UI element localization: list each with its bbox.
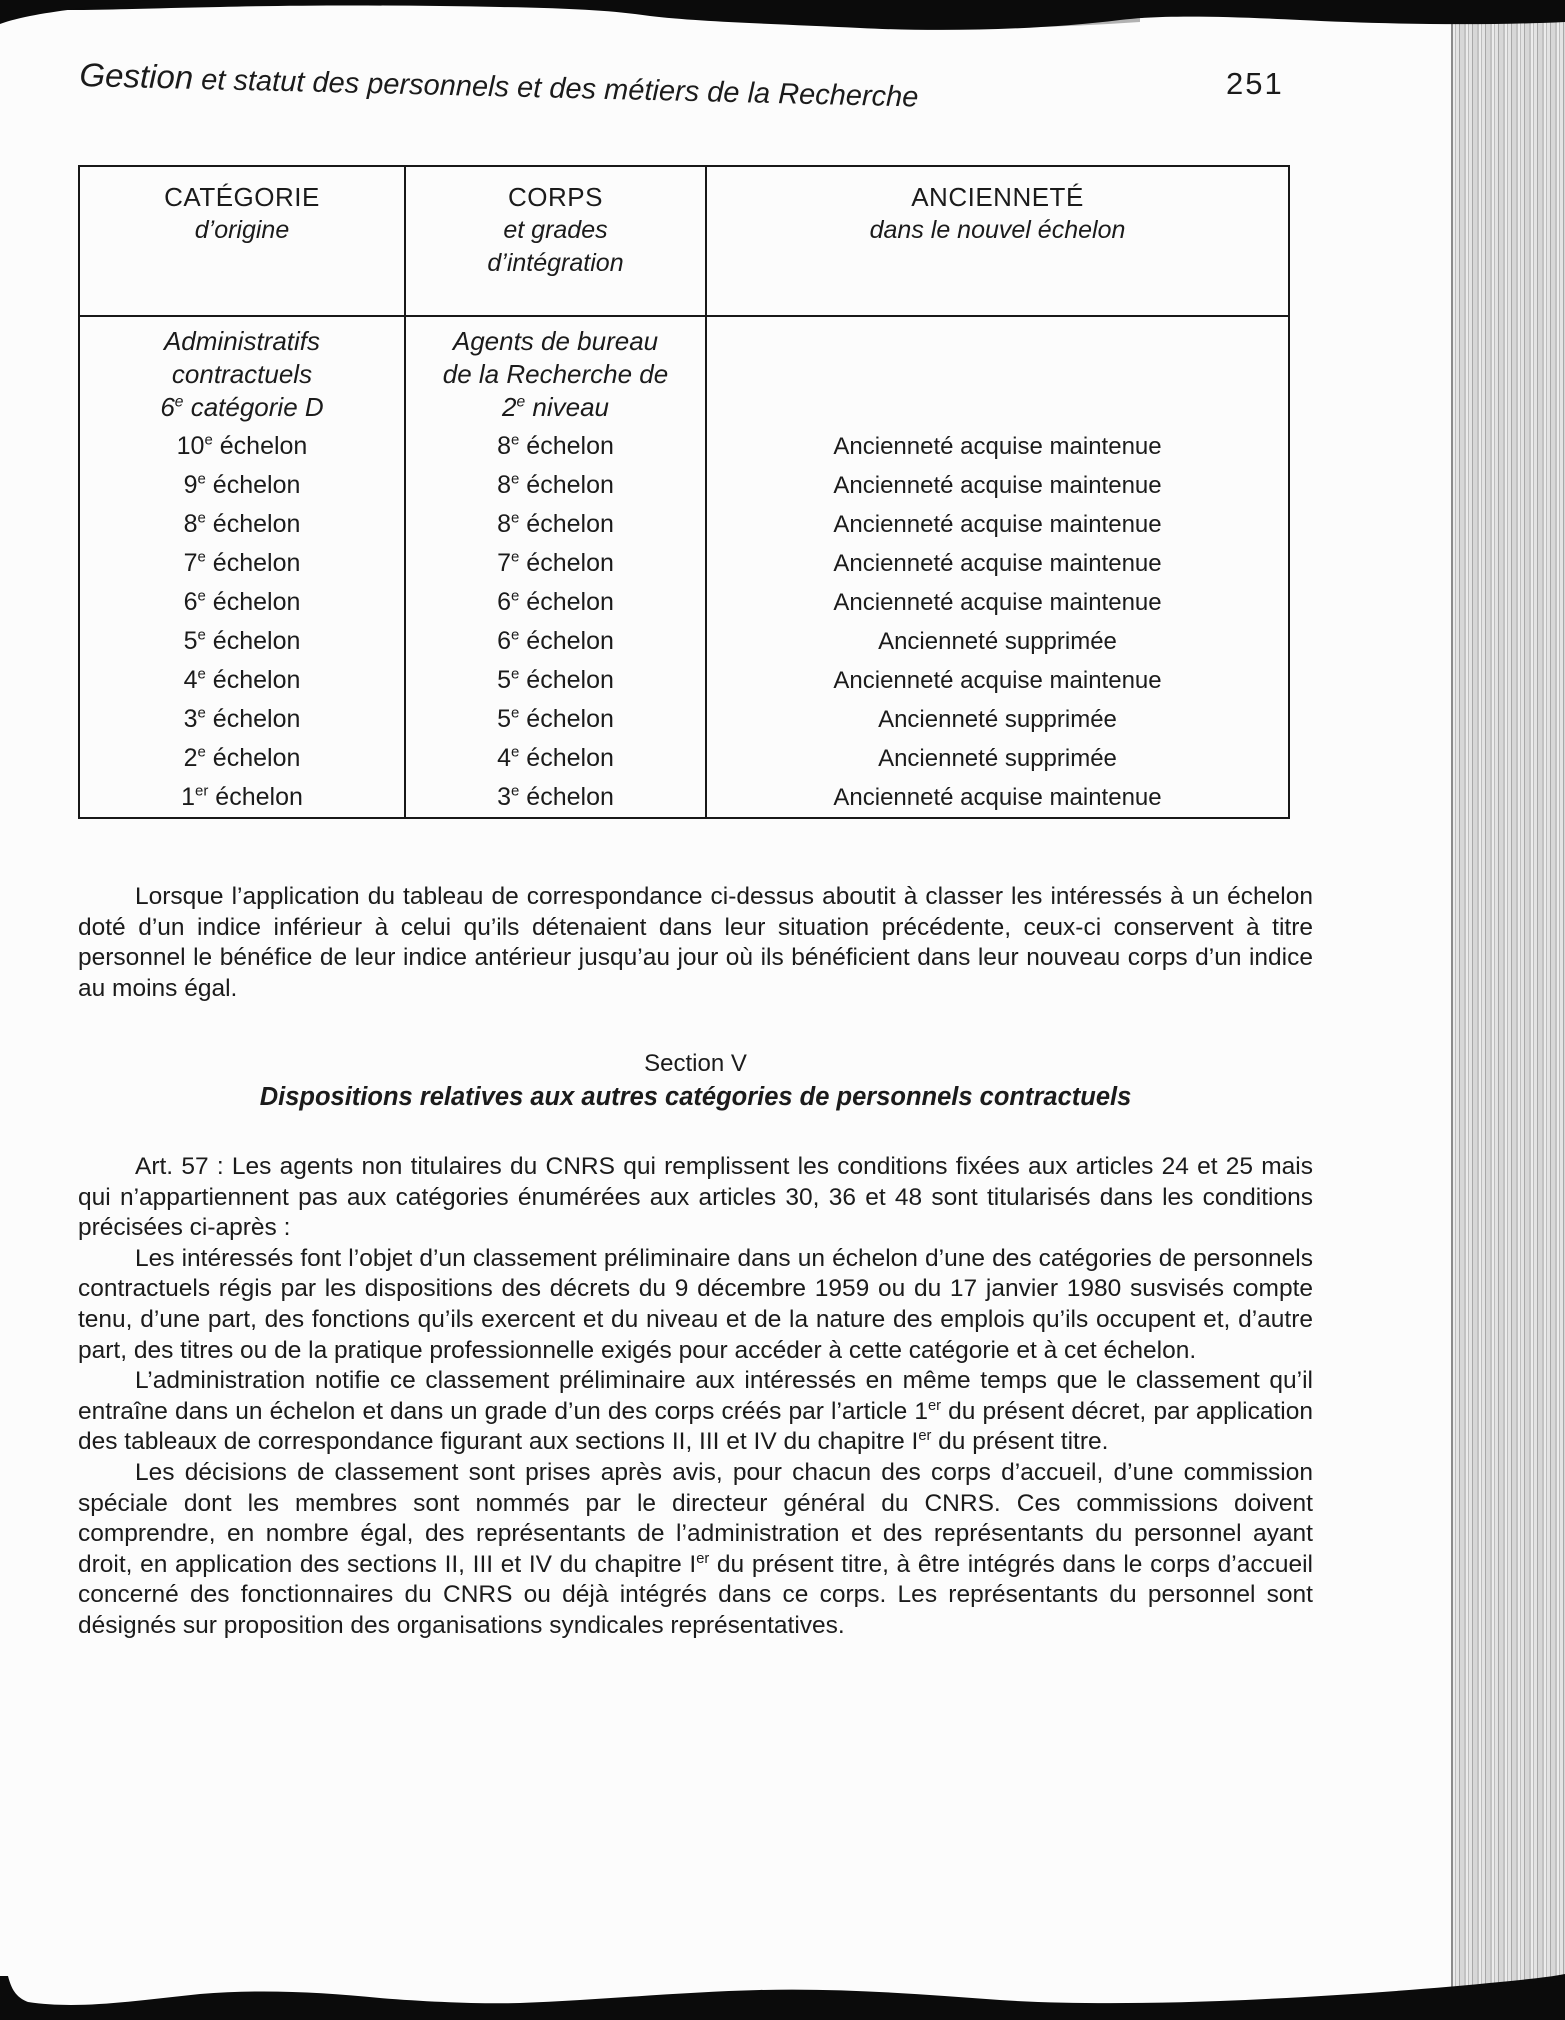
corps-echelon-cell: 8e échelon bbox=[404, 427, 705, 466]
anciennete-cell: Ancienneté acquise maintenue bbox=[705, 778, 1288, 817]
paragraph: Art. 57 : Les agents non titulaires du CNRS qui remplissent les conditions fixées aux articles 24 et 25 mais qui n’appartiennent pas aux catégories énumérées aux articles 30, 36 et 48 sont titularisés dans les conditions précisées ci-après : bbox=[78, 1153, 1313, 1242]
anciennete-cell: Ancienneté acquise maintenue bbox=[705, 544, 1288, 583]
origin-echelon-cell: 6e échelon bbox=[183, 587, 301, 616]
corps-echelon-cell: 6e échelon bbox=[404, 622, 705, 661]
table-row bbox=[80, 466, 1288, 505]
paragraph: L’administration notifie ce classement préliminaire aux intéressés en même temps que le classement qu’il entraîne dans un échelon et dans un grade d’un des corps créés par l’article 1er du présent décret, par application des tableaux de correspondance figurant aux sections II, III et IV du chapitre Ier du présent titre. bbox=[78, 1367, 1313, 1456]
section-label: Section V bbox=[644, 1050, 747, 1077]
column-header-line: ANCIENNETÉ bbox=[911, 182, 1084, 212]
table-body bbox=[80, 427, 1288, 817]
anciennete-cell: Ancienneté acquise maintenue bbox=[705, 583, 1288, 622]
table-row bbox=[80, 700, 1288, 739]
corps-echelon-cell: 8e échelon bbox=[404, 505, 705, 544]
corps-echelon-cell: 5e échelon bbox=[404, 661, 705, 700]
page-number: 251 bbox=[1226, 66, 1284, 101]
column-header-line: CORPS bbox=[508, 182, 603, 212]
table-cell-line: Administratifs bbox=[163, 326, 321, 356]
paragraph: Lorsque l’application du tableau de correspondance ci-dessus aboutit à classer les intéressés à un échelon doté d’un indice inférieur à celui qu’ils détenaient dans leur situation précédente, ceux-ci conservent à titre personnel le bénéfice de leur indice antérieur jusqu’au jour où ils bénéficient dans leur nouveau corps d’un indice au moins égal. bbox=[78, 883, 1313, 1002]
table-header-row bbox=[80, 167, 1288, 317]
running-head bbox=[79, 56, 1040, 117]
anciennete-cell: Ancienneté acquise maintenue bbox=[705, 505, 1288, 544]
corps-echelon-cell: 3e échelon bbox=[404, 778, 705, 817]
column-header-line: dans le nouvel échelon bbox=[869, 216, 1126, 244]
origin-echelon-cell: 1er échelon bbox=[181, 782, 303, 811]
section-heading bbox=[78, 1048, 1313, 1114]
paragraph: Les décisions de classement sont prises après avis, pour chacun des corps d’accueil, d’une commission spéciale dont les membres sont nommés par le directeur général du CNRS. Ces commissions doivent comprendre, en nombre égal, des représentants de l’administration et des représentants du personnel ayant droit, en application des sections II, III et IV du chapitre Ier du présent titre, à être intégrés dans le corps d’accueil concerné des fonctionnaires du CNRS ou déjà intégrés dans ce corps. Les représentants du personnel sont désignés sur proposition des organisations syndicales représentatives. bbox=[78, 1458, 1313, 1639]
origin-echelon-cell: 5e échelon bbox=[183, 626, 301, 655]
origin-echelon-cell: 8e échelon bbox=[183, 509, 301, 538]
anciennete-cell: Ancienneté supprimée bbox=[705, 739, 1288, 778]
article-paragraphs bbox=[78, 1152, 1313, 1642]
origin-category-cell bbox=[80, 317, 404, 427]
table-row bbox=[80, 739, 1288, 778]
column-header-corps bbox=[404, 167, 705, 315]
table-row bbox=[80, 778, 1288, 817]
table-cell-line: contractuels bbox=[171, 359, 313, 389]
table-cell-line: de la Recherche de bbox=[442, 359, 669, 389]
table-cell-line: 6e catégorie D bbox=[160, 392, 324, 422]
table-row bbox=[80, 505, 1288, 544]
column-header-line: d’origine bbox=[194, 216, 290, 244]
correspondence-table bbox=[78, 165, 1290, 819]
section-title: Dispositions relatives aux autres catégories de personnels contractuels bbox=[259, 1083, 1132, 1111]
column-header-line: CATÉGORIE bbox=[164, 182, 320, 212]
origin-echelon-cell: 3e échelon bbox=[183, 704, 301, 733]
column-header-anciennete bbox=[705, 167, 1288, 315]
origin-echelon-cell: 10e échelon bbox=[176, 431, 308, 460]
anciennete-cell: Ancienneté supprimée bbox=[705, 700, 1288, 739]
column-header-categorie bbox=[80, 167, 404, 315]
column-header-line: d’intégration bbox=[487, 249, 624, 277]
scan-top-shadow bbox=[0, 0, 1565, 48]
origin-echelon-cell: 2e échelon bbox=[183, 743, 301, 772]
running-head-lead-word: Gestion bbox=[79, 56, 194, 96]
anciennete-cell: Ancienneté acquise maintenue bbox=[705, 466, 1288, 505]
table-cell-line: 2e niveau bbox=[502, 392, 609, 422]
table-row bbox=[80, 427, 1288, 466]
corps-echelon-cell: 7e échelon bbox=[404, 544, 705, 583]
table-row bbox=[80, 661, 1288, 700]
book-page-edge-stripes bbox=[1451, 10, 1565, 2020]
origin-echelon-cell: 7e échelon bbox=[183, 548, 301, 577]
table-group-row bbox=[80, 317, 1288, 427]
paragraph-block bbox=[78, 882, 1313, 1004]
empty-cell bbox=[705, 317, 1288, 427]
anciennete-cell: Ancienneté acquise maintenue bbox=[705, 427, 1288, 466]
table-row bbox=[80, 544, 1288, 583]
column-header-line: et grades bbox=[503, 216, 608, 244]
running-head-rest: et statut des personnels et des métiers de la Recherche bbox=[200, 63, 919, 114]
corps-echelon-cell: 8e échelon bbox=[404, 466, 705, 505]
anciennete-cell: Ancienneté acquise maintenue bbox=[705, 661, 1288, 700]
corps-echelon-cell: 5e échelon bbox=[404, 700, 705, 739]
corps-echelon-cell: 6e échelon bbox=[404, 583, 705, 622]
paragraph: Les intéressés font l’objet d’un classement préliminaire dans un échelon d’une des catégories de personnels contractuels régis par les dispositions des décrets du 9 décembre 1959 ou du 17 janvier 1980 susvisés compte tenu, d’une part, des fonctions qu’ils exercent et du niveau et de la nature des emplois qu’ils occupent et, d’autre part, des titres ou de la pratique professionnelle exigés pour accéder à cette catégorie et à cet échelon. bbox=[78, 1244, 1313, 1364]
table-row bbox=[80, 583, 1288, 622]
scan-bottom-shadow bbox=[0, 1940, 1565, 2020]
corps-echelon-cell: 4e échelon bbox=[404, 739, 705, 778]
origin-echelon-cell: 4e échelon bbox=[183, 665, 301, 694]
table-cell-line: Agents de bureau bbox=[452, 326, 659, 356]
anciennete-cell: Ancienneté supprimée bbox=[705, 622, 1288, 661]
table-row bbox=[80, 622, 1288, 661]
origin-echelon-cell: 9e échelon bbox=[183, 470, 301, 499]
corps-category-cell bbox=[404, 317, 705, 427]
